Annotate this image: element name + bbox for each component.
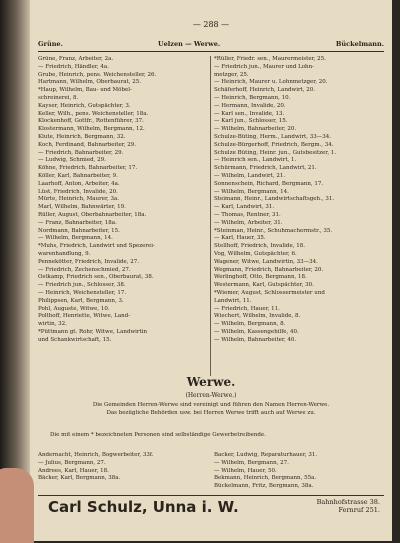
directory-entry: Bäcker, Karl, Bergmann, 38a. bbox=[38, 475, 121, 482]
directory-entry: — Wilhelm, Bahnarbeiter, 20. bbox=[214, 126, 297, 133]
right-column bbox=[214, 56, 384, 344]
directory-entry: Pohl, Auguste, Witwe, 10. bbox=[38, 305, 110, 312]
directory-entry: Wegmann, Friedrich, Bahnarbeiter, 20. bbox=[214, 266, 324, 273]
directory-entry: Keller, Wilh., pens. Weichensteller, 18a. bbox=[38, 110, 149, 117]
directory-entry: — Wilhelm, Bergmann, 14. bbox=[214, 188, 289, 195]
directory-entry: — Friedrich, Bahnarbeiter, 29. bbox=[38, 149, 124, 156]
advert-address bbox=[317, 498, 380, 514]
directory-entry: Schulze Büting, Heinr. jun., Gutsbesitzer, 1. bbox=[214, 149, 337, 156]
directory-entry: Klockenhoff, Gottfr., Rottenführer, 37. bbox=[38, 118, 144, 125]
directory-entry: — Wilhelm, Bergmann, 27. bbox=[214, 459, 289, 466]
directory-entry: — Karl, Hauer, 35. bbox=[214, 235, 266, 242]
directory-entry: — Wilhelm, Arbeiter, 31. bbox=[214, 219, 283, 226]
holding-thumb bbox=[0, 468, 34, 543]
directory-entry: Philippsen, Karl, Bergmann, 3. bbox=[38, 297, 124, 304]
directory-entry: Schürmann, Friedrich, Landwirt, 21. bbox=[214, 165, 317, 172]
directory-entry: — Wilhelm, Landwirt, 21. bbox=[214, 172, 286, 179]
directory-entry: Lüst, Friedrich, Invalide, 20. bbox=[38, 188, 118, 195]
directory-entry: *Rüller, Friedr. sen., Maurermeister, 25. bbox=[214, 56, 326, 62]
directory-entry: warenhandlung, 9. bbox=[38, 250, 91, 257]
directory-entry: *Muhs, Friedrich, Landwirt und Spezerei- bbox=[38, 243, 155, 250]
advert-street: Bahnhofstrasse 38. bbox=[316, 498, 380, 506]
header-left: Grüne. bbox=[38, 40, 63, 48]
column-divider bbox=[210, 56, 211, 376]
section-intro bbox=[54, 402, 368, 417]
directory-entry: Andernacht, Heinrich, Bogwerbeiter, 33f. bbox=[38, 452, 154, 458]
page-number: — 288 — bbox=[192, 20, 230, 29]
directory-entry: Wiechert, Wilhelm, Invalide, 8. bbox=[214, 313, 301, 320]
directory-entry: — Heinrich, Bergmann, 10. bbox=[214, 94, 291, 101]
directory-entry: — Julius, Bergmann, 27. bbox=[38, 459, 106, 466]
directory-entry: Schulze-Bürgerhoff, Friedrich, Bergm., 34. bbox=[214, 141, 334, 148]
directory-entry: — Heinrich sen., Landwirt, 1. bbox=[214, 157, 297, 164]
directory-entry: Laarhoff, Anton, Arbeiter, 4a. bbox=[38, 180, 120, 187]
directory-entry: Klute, Heinrich, Bergmann, 32. bbox=[38, 133, 126, 140]
directory-entry: Schäferhoff, Heinrich, Landwirt, 20. bbox=[214, 87, 316, 94]
directory-entry: — Wilhelm, Bergmann, 14. bbox=[38, 235, 113, 242]
header-right: Bückelmann. bbox=[335, 40, 384, 48]
directory-entry: — Thomas, Rentner, 31. bbox=[214, 211, 281, 218]
directory-entry: Sonnenschein, Richard, Bergmann, 17. bbox=[214, 180, 324, 187]
directory-entry: — Karl, Landwirt, 31. bbox=[214, 204, 275, 211]
directory-entry: Polthoff, Henriette, Witwe, Land- bbox=[38, 313, 131, 320]
directory-entry: Hartmann, Wilhelm, Oberbaurat, 25. bbox=[38, 79, 141, 86]
directory-entry: Backer, Ludwig, Reparaturhauer, 31. bbox=[214, 452, 318, 458]
advert-company: Carl Schulz, Unna i. W. bbox=[48, 498, 239, 516]
self-employed-note: Die mit einem * bezeichneten Personen sind selbständige Gewerbetreibende. bbox=[50, 432, 266, 438]
directory-entry: Grube, Heinrich, pens. Weichensteller, 26. bbox=[38, 71, 157, 78]
directory-entry: Westermann, Karl, Gutspächter, 30. bbox=[214, 282, 314, 289]
directory-entry: — Heinrich, Maurer u. Lohnmetzger, 20. bbox=[214, 79, 328, 86]
directory-entry: wirtin, 32. bbox=[38, 321, 67, 328]
directory-entry: Pennekötter, Friedrich, Invalide, 27. bbox=[38, 258, 140, 265]
directory-entry: — Wilhelm, Hauer, 50. bbox=[214, 467, 277, 474]
directory-entry: — Hermann, Invalide, 20. bbox=[214, 102, 286, 109]
directory-entry: Landwirt, 11. bbox=[214, 297, 252, 304]
directory-entry: Koch, Ferdinand, Bahnarbeiter, 29. bbox=[38, 141, 137, 148]
directory-entry: Kayser, Heinrich, Gutspächter, 3. bbox=[38, 102, 131, 109]
directory-entry: Werlinghoff, Otto, Bergmann, 18. bbox=[214, 274, 307, 281]
intro-line: Das bezügliche Behörden usw. bei Herren Werwe trifft auch auf Werwe zu. bbox=[106, 409, 316, 416]
directory-entry: — Wilhelm, Bergmann, 8. bbox=[214, 321, 286, 328]
left-column bbox=[38, 56, 208, 344]
directory-entry: Andrees, Karl, Hauer, 18. bbox=[38, 467, 109, 474]
directory-entry: Stellhoff, Friedrich, Invalide, 18. bbox=[214, 243, 305, 250]
directory-entry: — Friedrich jun., Maurer und Lohn- bbox=[214, 63, 314, 70]
header-center: Uelzen — Werwe. bbox=[158, 40, 221, 48]
intro-line: Die Gemeinden Herren-Werwe sind vereinigt und führen den Namen Herren-Werwe. bbox=[92, 402, 330, 408]
directory-entry: Marl, Wilhelm, Bahnwärter, 19. bbox=[38, 204, 126, 211]
directory-entry: — Ludwig, Schmied, 29. bbox=[38, 157, 106, 164]
directory-entry: — Wilhelm, Bahnarbeiter, 40. bbox=[214, 336, 297, 343]
directory-entry: — Friedrich, Zechenschmied, 27. bbox=[38, 266, 131, 273]
directory-entry: Rüller, August, Oberbahnarbeiter, 18a. bbox=[38, 211, 147, 218]
directory-entry: — Karl jun., Schlosser, 15. bbox=[214, 118, 288, 125]
directory-entry: Schulze-Büting, Herm., Landwirt, 33—34. bbox=[214, 133, 331, 140]
directory-entry: Köller, Karl, Bahnarbeiter, 9. bbox=[38, 172, 118, 179]
running-header bbox=[38, 40, 384, 50]
directory-entry: Steimann, Heinr., Landwirtschaftsgeh., 31. bbox=[214, 196, 335, 203]
directory-entry: *Püttmann gt. Rohr, Witwe, Landwirtin bbox=[38, 328, 148, 335]
directory-entry: — Karl sen., Invalide, 13. bbox=[214, 110, 285, 117]
directory-entry: metzger, 25. bbox=[214, 71, 249, 78]
section-subtitle: (Herren-Werwe.) bbox=[185, 392, 237, 399]
werwe-left-column bbox=[38, 452, 208, 483]
directory-entry: Klostermann, Wilhelm, Bergmann, 12. bbox=[38, 126, 145, 133]
directory-entry: Vog, Wilhelm, Gutspächter, 6. bbox=[214, 250, 297, 257]
directory-entry: — Friedrich, Hauer, 11. bbox=[214, 305, 280, 312]
directory-entry: Ostkamp, Friedrich sen., Oberbaurat, 38. bbox=[38, 274, 154, 281]
werwe-right-column bbox=[214, 452, 384, 491]
directory-entry: — Friedrich, Händler, 4a. bbox=[38, 63, 109, 70]
book-page bbox=[30, 0, 392, 541]
directory-entry: Mürte, Heinrich, Maurer, 3a. bbox=[38, 196, 120, 203]
directory-entry: und Schankwirtschaft, 15. bbox=[38, 336, 112, 343]
directory-entry: *Wiemer, August, Schlossermeister und bbox=[214, 289, 325, 296]
directory-entry: Bückelmann, Fritz, Bergmann, 38a. bbox=[214, 483, 314, 490]
directory-entry: Wagener, Witwe, Landwirtin, 33—34. bbox=[214, 258, 318, 265]
directory-entry: *Haup, Wilhelm, Bau- und Möbel- bbox=[38, 87, 132, 94]
directory-entry: Köhne, Friedrich, Bahnarbeiter, 17. bbox=[38, 165, 138, 172]
header-rule bbox=[38, 51, 384, 52]
directory-entry: Nordmann, Bahnarbeiter, 15. bbox=[38, 227, 120, 234]
directory-entry: — Friedrich jun., Schlosser, 38. bbox=[38, 282, 126, 289]
directory-entry: — Wilhelm, Kassengehilfe, 40. bbox=[214, 328, 299, 335]
directory-columns bbox=[38, 56, 386, 376]
directory-entry: — Heinrich, Weichensteller, 17. bbox=[38, 289, 127, 296]
section-title: Werwe. bbox=[186, 375, 236, 389]
advert-phone: Fernruf 251. bbox=[338, 506, 380, 514]
advertisement bbox=[38, 495, 384, 516]
directory-entry: Bekmann, Heinrich, Bergmann, 55a. bbox=[214, 475, 317, 482]
directory-entry: — Franz, Bahnarbeiter, 18a. bbox=[38, 219, 117, 226]
directory-entry: schreinerei, 8. bbox=[38, 94, 79, 101]
page-gutter-shadow bbox=[0, 0, 30, 541]
directory-entry: *Steinman, Heinr., Schuhmachermstr., 35. bbox=[214, 227, 333, 234]
directory-entry: Grüne, Franz, Arbeiter, 2a. bbox=[38, 56, 114, 62]
